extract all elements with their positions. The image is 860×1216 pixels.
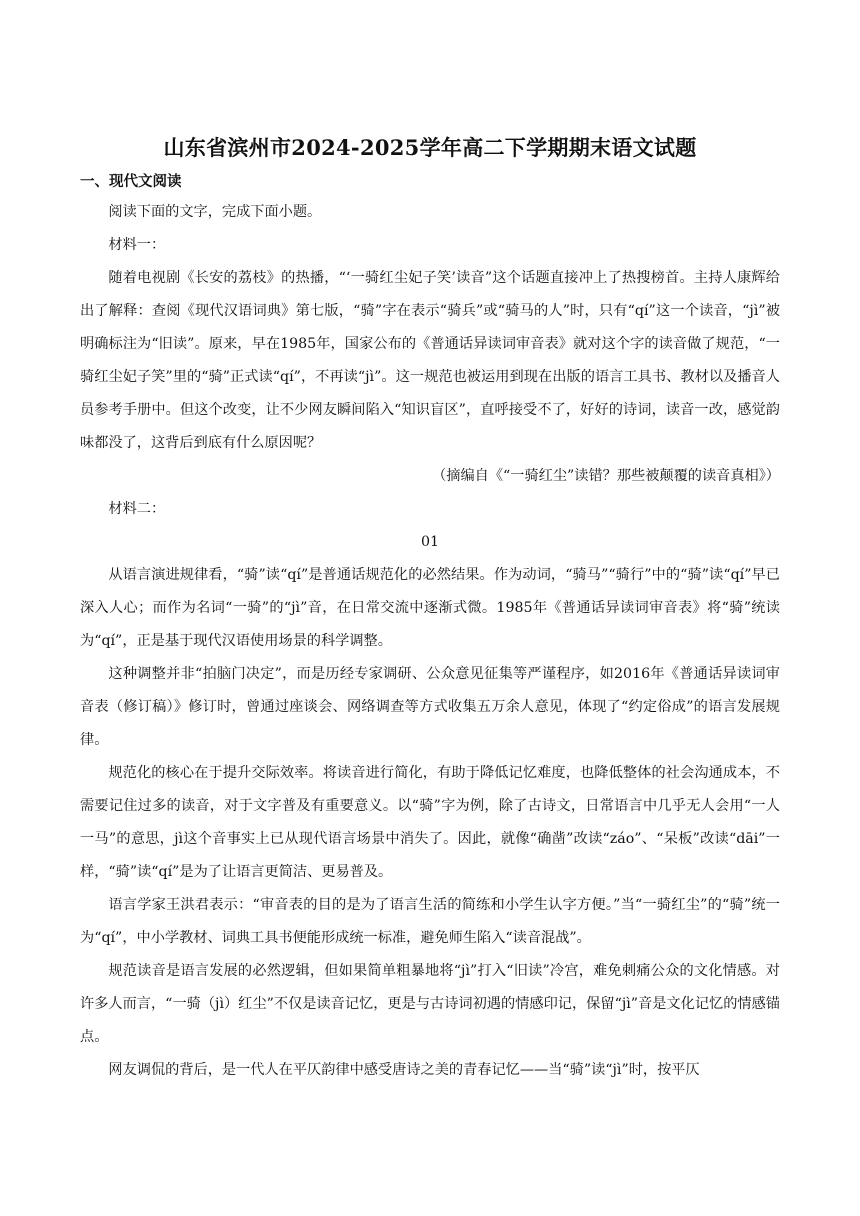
material-one-paragraph: 随着电视剧《长安的荔枝》的热播，“‘一骑红尘妃子笑’读音”这个话题直接冲上了热搜榜首。主持人康辉给出了解释：查阅《现代汉语词典》第七版，“骑”字在表示“骑兵”或“骑马的人”时，只有“qí”这一个读音，“jì”被明确标注为“旧读”。原来，早在1985年，国家公布的《普通话异读词审音表》就对这个字的读音做了规范，“一骑红尘妃子笑”里的“骑”正式读“qí”，不再读“jì”。这一规范也被运用到现在出版的语言工具书、教材以及播音人员参考手册中。但这个改变，让不少网友瞬间陷入“知识盲区”，直呼接受不了，好好的诗词，读音一改，感觉韵味都没了，这背后到底有什么原因呢？ [80, 270, 780, 451]
material-two-paragraph: 规范化的核心在于提升交际效率。将读音进行简化，有助于降低记忆难度，也降低整体的社会沟通成本，不需要记住过多的读音，对于文字普及有重要意义。以“骑”字为例，除了古诗文，日常语言中几乎无人会用“一人一马”的意思，jì这个音事实上已从现代语言场景中消失了。因此，就像“确凿”改读“záo”、“呆板”改读“dāi”一样，“骑”读“qí”是为了让语言更简洁、更易普及。 [80, 765, 780, 880]
material-two-paragraph: 规范读音是语言发展的必然逻辑，但如果简单粗暴地将“jì”打入“旧读”冷宫，难免刺痛公众的文化情感。对许多人而言，“一骑（jì）红尘”不仅是读音记忆，更是与古诗词初遇的情感印记，保留“jì”音是文化记忆的情感锚点。 [80, 963, 780, 1045]
section-heading: 一、现代文阅读 [80, 174, 182, 190]
material-one-source: （摘编自《“一骑红尘”读错？那些被颠覆的读音真相》） [432, 468, 780, 484]
material-two-paragraph: 网友调侃的背后，是一代人在平仄韵律中感受唐诗之美的青春记忆——当“骑”读“jì”时，按平仄 [108, 1062, 700, 1078]
material-two-section-number: 01 [420, 534, 440, 550]
instruction-text: 阅读下面的文字，完成下面小题。 [108, 204, 322, 220]
material-two-paragraph: 这种调整并非“拍脑门决定”，而是历经专家调研、公众意见征集等严谨程序，如2016年《普通话异读词审音表（修订稿）》修订时，曾通过座谈会、网络调查等方式收集五万余人意见，体现了“约定俗成”的语言发展规律。 [80, 666, 780, 748]
document-title: 山东省滨州市2024-2025学年高二下学期期末语文试题 [163, 135, 697, 160]
material-one-label: 材料一： [108, 237, 166, 253]
material-two-label: 材料二： [108, 501, 166, 517]
material-two-paragraph: 语言学家王洪君表示：“审音表的目的是为了语言生活的简练和小学生认字方便。”当“一骑红尘”的“骑”统一为“qí”，中小学教材、词典工具书便能形成统一标准，避免师生陷入“读音混战”。 [80, 897, 780, 946]
material-two-paragraph: 从语言演进规律看，“骑”读“qí”是普通话规范化的必然结果。作为动词，“骑马”“骑行”中的“骑”读“qí”早已深入人心；而作为名词“一骑”的“jì”音，在日常交流中逐渐式微。1985年《普通话异读词审音表》将“骑”统读为“qí”，正是基于现代汉语使用场景的科学调整。 [80, 567, 780, 649]
